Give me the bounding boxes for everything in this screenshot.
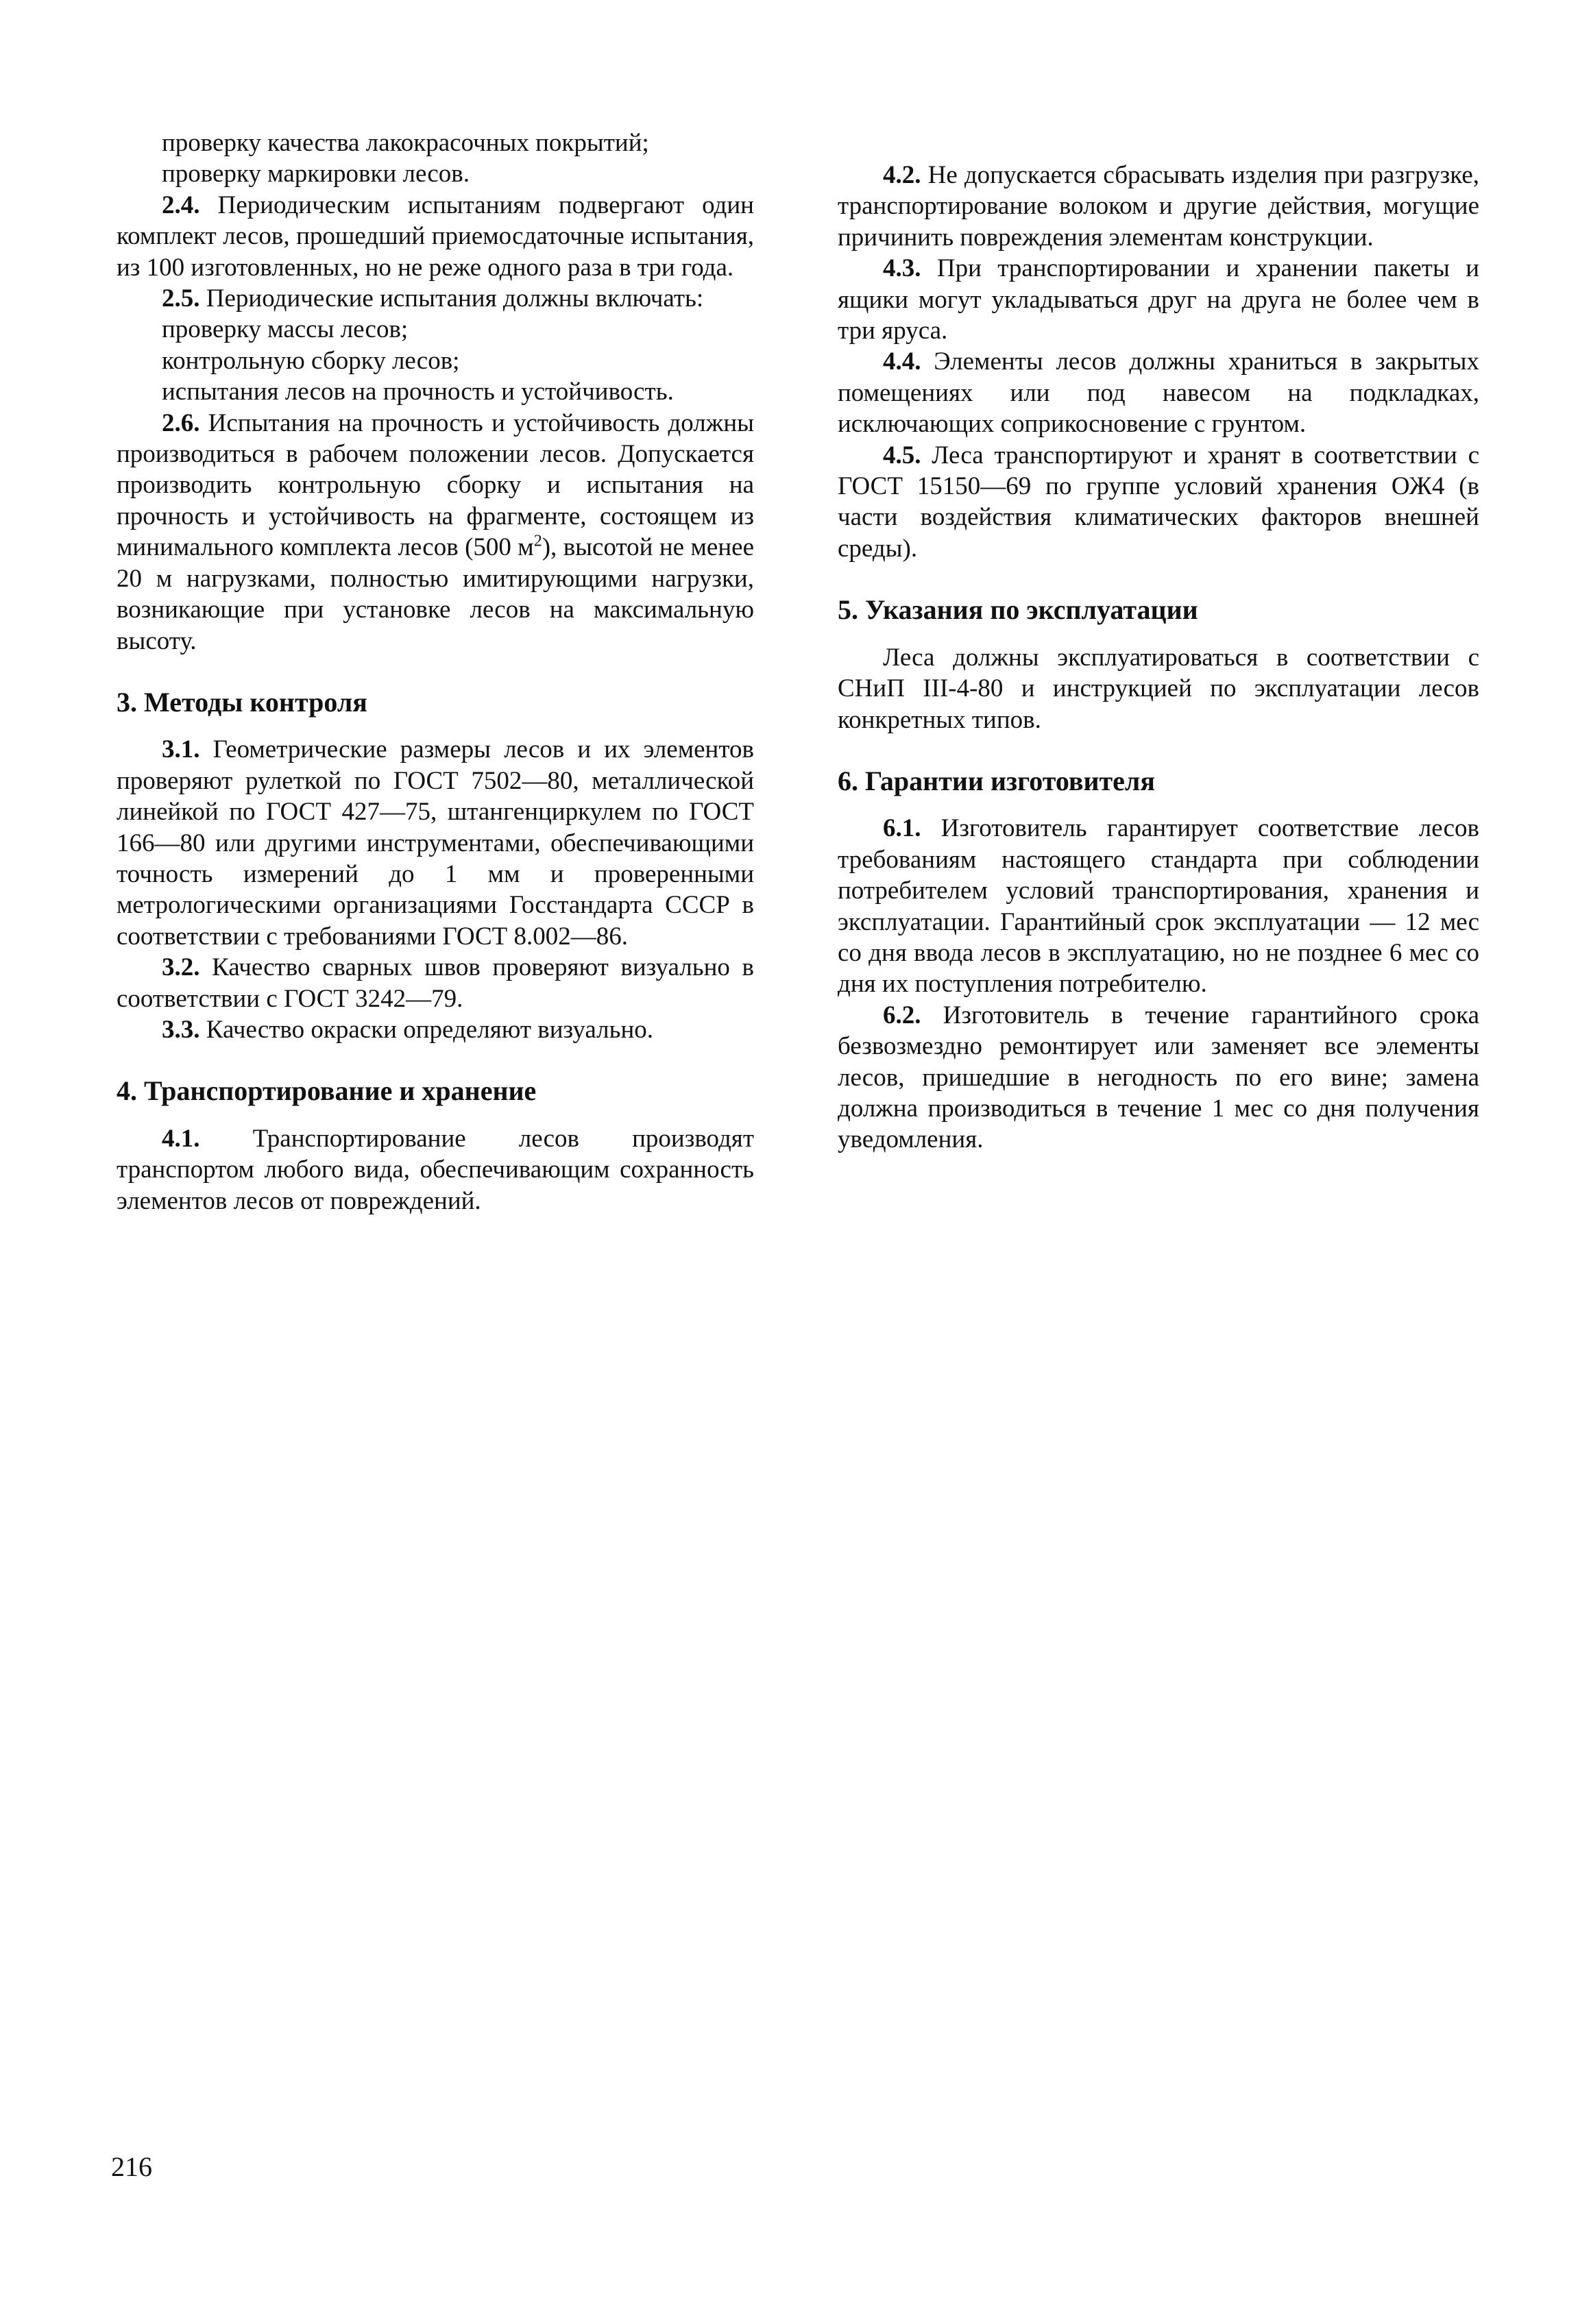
clause-text: Не допускается сбрасывать изделия при разгрузке, транспортирование волоком и другие действия, могущие причинить повреждения элементам конструкции. — [838, 161, 1479, 252]
clause-text: Периодические испытания должны включать: — [199, 284, 704, 313]
clause-text: Изготовитель в течение гарантийного срока безвозмездно ремонтирует или заменяет все элементы лесов, пришедшие в негодность по его вине; замена должна производиться в течение 1 мес со дня получения уведомления. — [838, 1001, 1479, 1154]
clause-4-2 — [838, 160, 1479, 253]
list-item: контрольную сборку лесов; — [162, 346, 460, 375]
clause-number: 2.5. — [162, 284, 200, 313]
clause-text: Элементы лесов должны храниться в закрытых помещениях или под навесом на подкладках, исключающих соприкосновение с грунтом. — [838, 347, 1479, 439]
clause-3-3 — [117, 1014, 754, 1045]
list-item: испытания лесов на прочность и устойчивость. — [162, 378, 674, 406]
left-column — [117, 127, 754, 1216]
clause-6-2 — [838, 1000, 1479, 1155]
clause-number: 3.3. — [162, 1015, 200, 1044]
list-item: проверку массы лесов; — [162, 315, 409, 344]
clause-2-5 — [117, 283, 754, 314]
section-heading-6: 6. Гарантии изготовителя — [838, 765, 1155, 796]
clause-text: При транспортировании и хранении пакеты и ящики могут укладываться друг на друга не более чем в три яруса. — [838, 254, 1479, 345]
clause-4-5 — [838, 440, 1479, 565]
page-number: 216 — [111, 2151, 152, 2182]
section-heading-3: 3. Методы контроля — [117, 686, 367, 718]
clause-number: 4.1. — [162, 1124, 200, 1153]
section-heading-5: 5. Указания по эксплуатации — [838, 594, 1198, 626]
clause-number: 4.4. — [883, 347, 921, 376]
clause-4-3 — [838, 253, 1479, 346]
clause-number: 3.2. — [162, 953, 200, 982]
list-item: проверку качества лакокрасочных покрытий; — [162, 129, 649, 157]
clause-number: 4.3. — [883, 254, 921, 283]
clause-number: 6.1. — [883, 814, 921, 843]
clause-text: Леса транспортируют и хранят в соответствии с ГОСТ 15150—69 по группе условий хранения ОЖ4 (в части воздействия климатических факторов внешней среды). — [838, 441, 1479, 563]
clause-number: 4.5. — [883, 441, 921, 469]
clause-2-6 — [117, 408, 754, 657]
clause-text: Испытания на прочность и устойчивость должны производиться в рабочем положении лесов. Допускается производить контрольную сборку и испытания на прочность и устойчивость на фрагменте, состоящем из минимального комплекта лесов (500 м — [117, 408, 754, 562]
clause-text: Периодическим испытаниям подвергают один комплект лесов, прошедший приемосдаточные испытания, из 100 изготовленных, но не реже одного раза в три года. — [117, 191, 754, 282]
right-column — [838, 160, 1479, 1155]
clause-3-1 — [117, 734, 754, 952]
section-5-paragraph: Леса должны эксплуатироваться в соответствии с СНиП III-4-80 и инструкцией по эксплуатации лесов конкретных типов. — [838, 643, 1479, 734]
clause-number: 6.2. — [883, 1001, 921, 1029]
clause-4-4 — [838, 346, 1479, 439]
section-heading-4: 4. Транспортирование и хранение — [117, 1075, 537, 1107]
clause-number: 4.2. — [883, 161, 921, 189]
clause-4-1 — [117, 1123, 754, 1216]
clause-text: ), высотой не менее 20 м нагрузками, полностью имитирующими нагрузки, возникающие при установке лесов на максимальную высоту. — [117, 533, 754, 655]
clause-number: 3.1. — [162, 735, 200, 764]
clause-text: Качество сварных швов проверяют визуально в соответствии с ГОСТ 3242—79. — [117, 953, 754, 1013]
clause-text: Геометрические размеры лесов и их элементов проверяют рулеткой по ГОСТ 7502—80, металлической линейкой по ГОСТ 427—75, штангенциркулем по ГОСТ 166—80 или другими инструментами, обеспечивающими точность измерений до 1 мм и проверенными метрологическими организациями Госстандарта СССР в соответствии с требованиями ГОСТ 8.002—86. — [117, 735, 754, 951]
clause-number: 2.4. — [162, 191, 200, 219]
superscript: 2 — [533, 532, 542, 550]
list-item: проверку маркировки лесов. — [162, 160, 470, 188]
clause-2-4 — [117, 190, 754, 283]
clause-text: Транспортирование лесов производят транспортом любого вида, обеспечивающим сохранность элементов лесов от повреждений. — [117, 1124, 754, 1215]
clause-text: Изготовитель гарантирует соответствие лесов требованиям настоящего стандарта при соблюдении потребителем условий транспортирования, хранения и эксплуатации. Гарантийный срок эксплуатации — 12 мес со дня ввода лесов в эксплуатацию, но не позднее 6 мес со дня их поступления потребителю. — [838, 814, 1479, 999]
clause-3-2 — [117, 952, 754, 1014]
clause-6-1 — [838, 813, 1479, 999]
clause-text: Качество окраски определяют визуально. — [199, 1015, 654, 1044]
clause-number: 2.6. — [162, 408, 200, 437]
